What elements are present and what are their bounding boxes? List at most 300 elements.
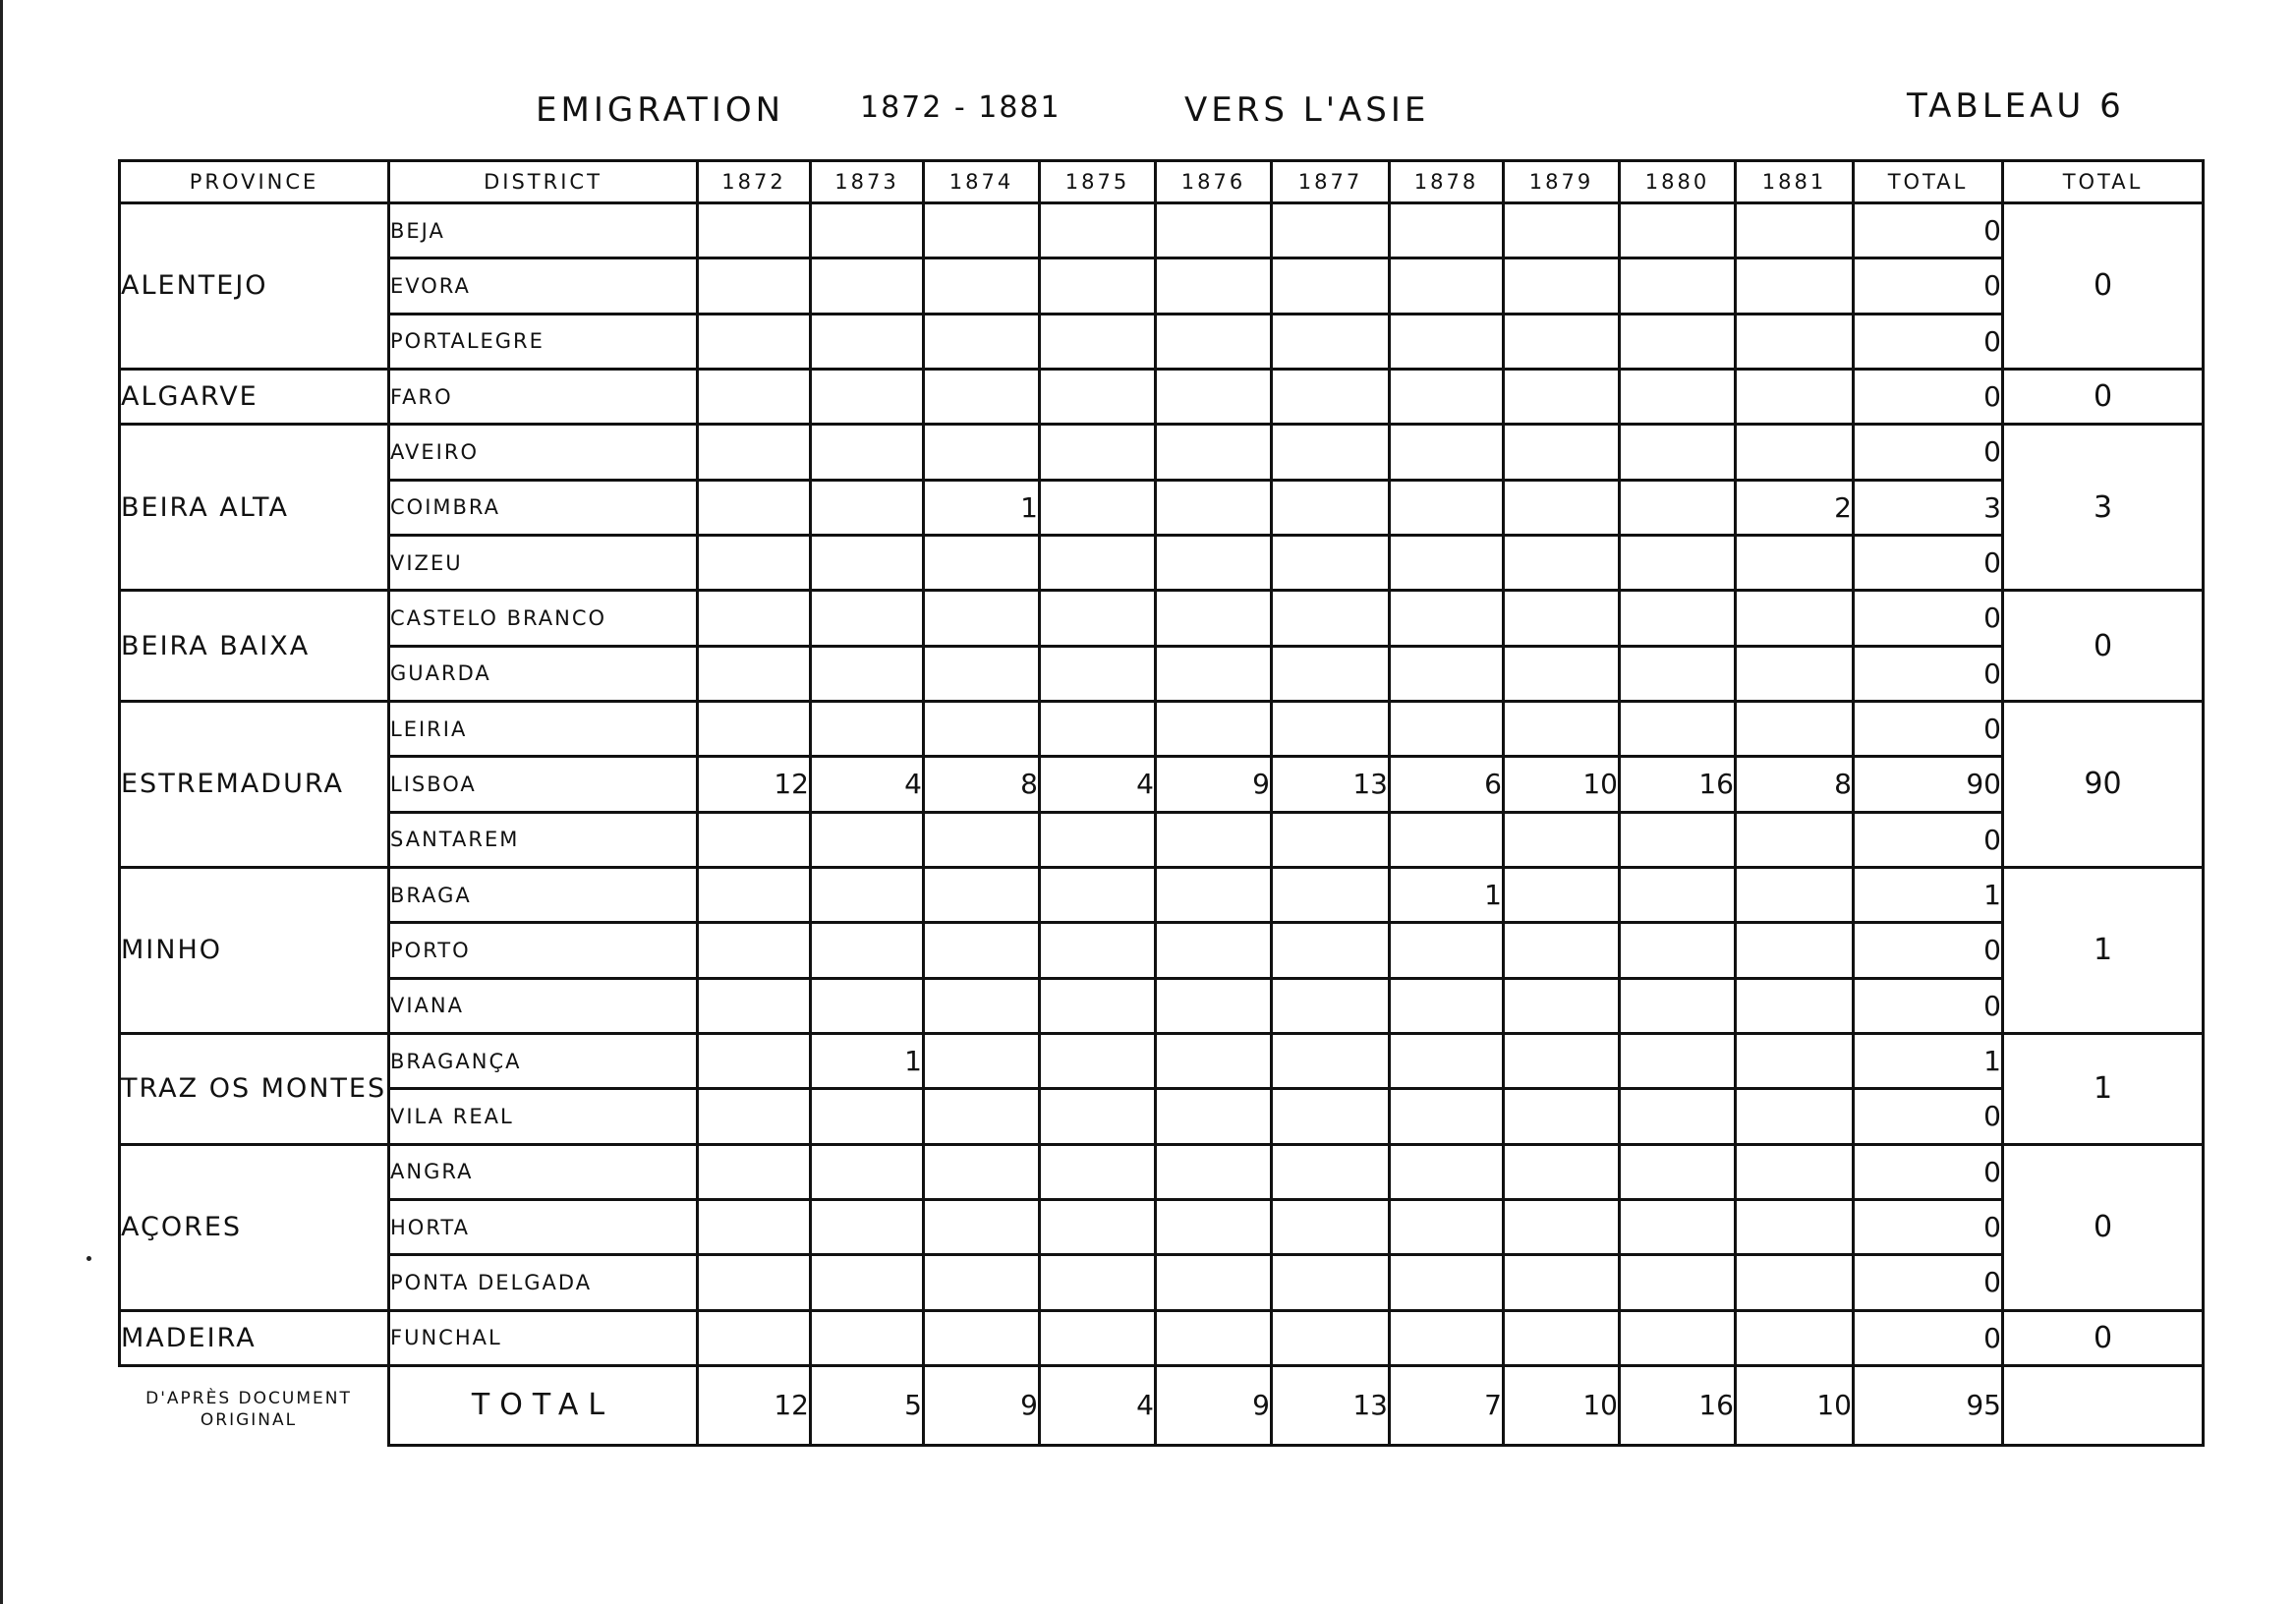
district-total-cell: 0 xyxy=(1854,923,2003,978)
year-value-cell xyxy=(1272,535,1390,590)
year-value-cell xyxy=(924,314,1040,369)
year-value-cell xyxy=(1390,978,1504,1033)
year-value-cell xyxy=(1156,258,1272,314)
year-value-cell: 4 xyxy=(811,757,924,812)
year-value-cell xyxy=(1504,978,1620,1033)
year-value-cell xyxy=(811,867,924,922)
year-value-cell xyxy=(1736,867,1854,922)
year-value-cell xyxy=(698,1310,811,1365)
district-cell: ANGRA xyxy=(389,1144,698,1199)
year-value-cell: 4 xyxy=(1040,757,1156,812)
year-value-cell xyxy=(1620,1144,1736,1199)
year-value-cell xyxy=(1736,923,1854,978)
year-value-cell xyxy=(1272,701,1390,756)
year-value-cell xyxy=(1736,1199,1854,1254)
table-row xyxy=(120,480,2204,535)
year-value-cell xyxy=(924,646,1040,701)
year-value-cell xyxy=(811,480,924,535)
table-row xyxy=(120,1310,2204,1365)
district-total-cell: 0 xyxy=(1854,1144,2003,1199)
year-value-cell xyxy=(811,978,924,1033)
year-value-cell: 1 xyxy=(1390,867,1504,922)
year-value-cell xyxy=(1504,369,1620,424)
year-value-cell xyxy=(1736,314,1854,369)
year-value-cell xyxy=(1156,591,1272,646)
year-value-cell xyxy=(811,701,924,756)
year-value-cell xyxy=(1390,1310,1504,1365)
district-cell: LEIRIA xyxy=(389,701,698,756)
district-cell: FARO xyxy=(389,369,698,424)
table-row xyxy=(120,425,2204,480)
table-row xyxy=(120,535,2204,590)
year-value-cell xyxy=(1390,646,1504,701)
year-value-cell xyxy=(1040,1199,1156,1254)
year-value-cell xyxy=(1504,425,1620,480)
year-value-cell xyxy=(1504,646,1620,701)
year-value-cell: 16 xyxy=(1620,757,1736,812)
year-value-cell xyxy=(1504,535,1620,590)
year-value-cell xyxy=(1620,812,1736,867)
column-header: 1880 xyxy=(1620,161,1736,203)
district-cell: VIANA xyxy=(389,978,698,1033)
table-row xyxy=(120,757,2204,812)
year-value-cell xyxy=(698,535,811,590)
year-value-cell xyxy=(1504,812,1620,867)
year-total-cell: 9 xyxy=(1156,1365,1272,1445)
year-value-cell xyxy=(811,591,924,646)
year-total-cell: 12 xyxy=(698,1365,811,1445)
year-value-cell xyxy=(1504,923,1620,978)
year-total-cell: 16 xyxy=(1620,1365,1736,1445)
year-value-cell xyxy=(811,1255,924,1310)
year-value-cell xyxy=(1736,1310,1854,1365)
district-total-cell: 0 xyxy=(1854,369,2003,424)
year-value-cell xyxy=(1736,203,1854,258)
column-header: 1878 xyxy=(1390,161,1504,203)
year-value-cell: 8 xyxy=(1736,757,1854,812)
year-value-cell xyxy=(1040,1310,1156,1365)
grand-total-cell xyxy=(2003,1365,2204,1445)
year-value-cell xyxy=(1272,646,1390,701)
year-value-cell: 10 xyxy=(1504,757,1620,812)
year-value-cell xyxy=(1040,480,1156,535)
column-header: 1877 xyxy=(1272,161,1390,203)
year-value-cell xyxy=(1272,258,1390,314)
year-value-cell xyxy=(1736,425,1854,480)
year-value-cell xyxy=(1272,923,1390,978)
year-value-cell xyxy=(698,812,811,867)
year-value-cell xyxy=(1736,369,1854,424)
year-value-cell xyxy=(1390,923,1504,978)
year-value-cell xyxy=(811,203,924,258)
year-value-cell xyxy=(1620,425,1736,480)
district-cell: FUNCHAL xyxy=(389,1310,698,1365)
year-value-cell xyxy=(1736,646,1854,701)
year-value-cell xyxy=(1156,1199,1272,1254)
table-row xyxy=(120,978,2204,1033)
year-value-cell xyxy=(1504,258,1620,314)
year-value-cell xyxy=(698,1033,811,1088)
year-value-cell xyxy=(1156,425,1272,480)
year-value-cell xyxy=(1504,867,1620,922)
year-value-cell xyxy=(1040,591,1156,646)
year-value-cell xyxy=(698,258,811,314)
year-value-cell xyxy=(1272,1089,1390,1144)
year-value-cell xyxy=(1156,812,1272,867)
year-value-cell xyxy=(1040,923,1156,978)
year-value-cell xyxy=(698,867,811,922)
year-value-cell xyxy=(1736,1089,1854,1144)
district-total-cell: 0 xyxy=(1854,701,2003,756)
year-value-cell xyxy=(698,369,811,424)
year-value-cell xyxy=(1390,425,1504,480)
year-value-cell xyxy=(1736,535,1854,590)
year-value-cell xyxy=(1156,1310,1272,1365)
year-value-cell xyxy=(698,1089,811,1144)
year-value-cell xyxy=(1736,1144,1854,1199)
year-value-cell xyxy=(1272,425,1390,480)
district-cell: BRAGA xyxy=(389,867,698,922)
province-total-cell: 0 xyxy=(2003,203,2204,370)
column-header: PROVINCE xyxy=(120,161,389,203)
document-title: EMIGRATION xyxy=(536,90,785,130)
year-value-cell xyxy=(1390,369,1504,424)
province-cell: BEIRA ALTA xyxy=(120,425,389,591)
district-cell: CASTELO BRANCO xyxy=(389,591,698,646)
year-value-cell xyxy=(698,203,811,258)
year-value-cell xyxy=(698,1199,811,1254)
column-header: 1876 xyxy=(1156,161,1272,203)
year-value-cell xyxy=(1504,1033,1620,1088)
year-value-cell: 6 xyxy=(1390,757,1504,812)
year-value-cell xyxy=(1390,1199,1504,1254)
overall-total-cell: 95 xyxy=(1854,1365,2003,1445)
district-total-cell: 0 xyxy=(1854,258,2003,314)
district-cell: HORTA xyxy=(389,1199,698,1254)
year-value-cell xyxy=(1504,1310,1620,1365)
year-value-cell xyxy=(1620,258,1736,314)
province-total-cell: 0 xyxy=(2003,1144,2204,1310)
province-cell: ALENTEJO xyxy=(120,203,389,370)
year-value-cell xyxy=(698,314,811,369)
year-value-cell xyxy=(1156,867,1272,922)
year-value-cell xyxy=(1156,978,1272,1033)
year-value-cell xyxy=(1736,591,1854,646)
year-value-cell xyxy=(924,258,1040,314)
year-value-cell xyxy=(1620,1199,1736,1254)
year-value-cell xyxy=(811,1310,924,1365)
year-value-cell xyxy=(698,1255,811,1310)
province-cell: ESTREMADURA xyxy=(120,701,389,867)
table-row xyxy=(120,1033,2204,1088)
year-value-cell xyxy=(1620,646,1736,701)
district-cell: BEJA xyxy=(389,203,698,258)
column-header: 1874 xyxy=(924,161,1040,203)
year-value-cell xyxy=(1504,314,1620,369)
province-cell: TRAZ OS MONTES xyxy=(120,1033,389,1144)
year-value-cell xyxy=(1040,369,1156,424)
year-value-cell xyxy=(1272,369,1390,424)
totals-label: TOTAL xyxy=(389,1365,698,1445)
year-value-cell xyxy=(1504,1089,1620,1144)
year-value-cell xyxy=(924,1144,1040,1199)
district-cell: LISBOA xyxy=(389,757,698,812)
district-cell: EVORA xyxy=(389,258,698,314)
year-value-cell xyxy=(698,701,811,756)
district-total-cell: 0 xyxy=(1854,646,2003,701)
district-total-cell: 0 xyxy=(1854,812,2003,867)
year-value-cell xyxy=(924,535,1040,590)
district-total-cell: 0 xyxy=(1854,203,2003,258)
year-value-cell xyxy=(1156,203,1272,258)
year-value-cell xyxy=(1156,1255,1272,1310)
district-cell: VIZEU xyxy=(389,535,698,590)
district-cell: PORTO xyxy=(389,923,698,978)
year-value-cell xyxy=(1504,480,1620,535)
year-value-cell xyxy=(1040,258,1156,314)
year-value-cell xyxy=(1390,258,1504,314)
year-value-cell xyxy=(1390,1255,1504,1310)
year-value-cell xyxy=(1504,591,1620,646)
year-value-cell xyxy=(924,1310,1040,1365)
year-value-cell xyxy=(1272,480,1390,535)
year-value-cell xyxy=(1040,812,1156,867)
year-value-cell xyxy=(1272,203,1390,258)
column-header: 1879 xyxy=(1504,161,1620,203)
province-total-cell: 1 xyxy=(2003,867,2204,1033)
year-value-cell: 1 xyxy=(811,1033,924,1088)
year-value-cell xyxy=(1504,1144,1620,1199)
year-value-cell xyxy=(924,1033,1040,1088)
year-value-cell xyxy=(1620,867,1736,922)
table-row xyxy=(120,701,2204,756)
year-value-cell xyxy=(1040,701,1156,756)
year-value-cell xyxy=(1040,203,1156,258)
table-row xyxy=(120,1199,2204,1254)
year-value-cell xyxy=(698,646,811,701)
year-value-cell xyxy=(698,978,811,1033)
province-total-cell: 1 xyxy=(2003,1033,2204,1144)
year-value-cell xyxy=(1040,535,1156,590)
district-total-cell: 1 xyxy=(1854,1033,2003,1088)
year-value-cell xyxy=(811,314,924,369)
year-value-cell xyxy=(1390,1033,1504,1088)
year-value-cell xyxy=(1272,812,1390,867)
year-value-cell xyxy=(1272,1033,1390,1088)
stray-dot xyxy=(86,1256,91,1261)
year-value-cell xyxy=(1272,1255,1390,1310)
year-value-cell xyxy=(1390,701,1504,756)
year-total-cell: 5 xyxy=(811,1365,924,1445)
year-value-cell xyxy=(811,258,924,314)
year-value-cell xyxy=(698,1144,811,1199)
period-label: 1872 - 1881 xyxy=(860,90,1062,125)
column-header: 1875 xyxy=(1040,161,1156,203)
district-total-cell: 0 xyxy=(1854,535,2003,590)
year-value-cell xyxy=(1390,480,1504,535)
year-value-cell xyxy=(698,591,811,646)
year-value-cell xyxy=(1620,535,1736,590)
year-value-cell xyxy=(1272,867,1390,922)
district-cell: VILA REAL xyxy=(389,1089,698,1144)
year-value-cell xyxy=(698,923,811,978)
table-row xyxy=(120,923,2204,978)
year-value-cell xyxy=(1040,978,1156,1033)
column-header: TOTAL xyxy=(2003,161,2204,203)
district-cell: GUARDA xyxy=(389,646,698,701)
district-total-cell: 0 xyxy=(1854,1089,2003,1144)
year-value-cell xyxy=(1620,591,1736,646)
destination-label: VERS L'ASIE xyxy=(1184,90,1430,130)
year-value-cell xyxy=(1156,1033,1272,1088)
year-value-cell xyxy=(1504,1255,1620,1310)
year-value-cell xyxy=(1156,646,1272,701)
province-cell: BEIRA BAIXA xyxy=(120,591,389,702)
year-value-cell xyxy=(1156,480,1272,535)
year-value-cell: 8 xyxy=(924,757,1040,812)
year-value-cell xyxy=(811,1144,924,1199)
table-row xyxy=(120,867,2204,922)
district-total-cell: 0 xyxy=(1854,1310,2003,1365)
district-total-cell: 0 xyxy=(1854,1255,2003,1310)
year-value-cell xyxy=(1390,1144,1504,1199)
tableau-label: TABLEAU 6 xyxy=(1907,86,2125,126)
table-row xyxy=(120,1144,2204,1199)
year-value-cell xyxy=(811,646,924,701)
year-value-cell xyxy=(924,923,1040,978)
year-value-cell xyxy=(1620,314,1736,369)
column-header: DISTRICT xyxy=(389,161,698,203)
footnote-line: ORIGINAL xyxy=(200,1410,298,1430)
year-value-cell xyxy=(698,425,811,480)
province-total-cell: 0 xyxy=(2003,591,2204,702)
year-total-cell: 9 xyxy=(924,1365,1040,1445)
province-cell: MINHO xyxy=(120,867,389,1033)
year-value-cell xyxy=(1040,1255,1156,1310)
year-value-cell xyxy=(1620,1310,1736,1365)
year-value-cell xyxy=(1040,867,1156,922)
year-value-cell xyxy=(1736,701,1854,756)
year-value-cell xyxy=(1620,1033,1736,1088)
district-cell: PORTALEGRE xyxy=(389,314,698,369)
totals-row xyxy=(120,1365,2204,1445)
year-value-cell xyxy=(924,701,1040,756)
year-value-cell xyxy=(1390,1089,1504,1144)
district-cell: SANTAREM xyxy=(389,812,698,867)
year-value-cell xyxy=(1156,701,1272,756)
year-value-cell xyxy=(1390,314,1504,369)
year-value-cell xyxy=(1620,978,1736,1033)
year-value-cell xyxy=(1620,1089,1736,1144)
year-value-cell xyxy=(1272,1310,1390,1365)
emigration-table xyxy=(118,159,2205,1447)
year-value-cell xyxy=(698,480,811,535)
year-total-cell: 7 xyxy=(1390,1365,1504,1445)
table-row xyxy=(120,591,2204,646)
year-value-cell xyxy=(1272,591,1390,646)
district-cell: AVEIRO xyxy=(389,425,698,480)
district-cell: BRAGANÇA xyxy=(389,1033,698,1088)
year-value-cell xyxy=(1040,425,1156,480)
year-value-cell xyxy=(811,369,924,424)
year-value-cell xyxy=(924,203,1040,258)
table-row xyxy=(120,203,2204,258)
year-total-cell: 10 xyxy=(1504,1365,1620,1445)
year-value-cell: 1 xyxy=(924,480,1040,535)
year-value-cell xyxy=(1504,203,1620,258)
year-value-cell xyxy=(1390,535,1504,590)
year-value-cell xyxy=(1272,978,1390,1033)
year-value-cell xyxy=(924,591,1040,646)
year-value-cell xyxy=(1272,1144,1390,1199)
year-value-cell xyxy=(924,867,1040,922)
footnote-line: D'APRÈS DOCUMENT xyxy=(145,1389,352,1408)
district-total-cell: 3 xyxy=(1854,480,2003,535)
year-value-cell xyxy=(924,369,1040,424)
table-row xyxy=(120,258,2204,314)
year-value-cell xyxy=(1504,1199,1620,1254)
year-value-cell xyxy=(1156,1089,1272,1144)
year-value-cell xyxy=(924,812,1040,867)
district-total-cell: 0 xyxy=(1854,1199,2003,1254)
province-total-cell: 90 xyxy=(2003,701,2204,867)
year-value-cell xyxy=(811,425,924,480)
year-value-cell xyxy=(1390,812,1504,867)
year-value-cell xyxy=(1620,480,1736,535)
year-value-cell xyxy=(1736,1033,1854,1088)
year-total-cell: 4 xyxy=(1040,1365,1156,1445)
year-value-cell xyxy=(811,535,924,590)
province-cell: MADEIRA xyxy=(120,1310,389,1365)
year-total-cell: 13 xyxy=(1272,1365,1390,1445)
year-total-cell: 10 xyxy=(1736,1365,1854,1445)
year-value-cell xyxy=(1620,203,1736,258)
district-total-cell: 0 xyxy=(1854,314,2003,369)
province-total-cell: 3 xyxy=(2003,425,2204,591)
year-value-cell xyxy=(1736,978,1854,1033)
column-header: TOTAL xyxy=(1854,161,2003,203)
header-row xyxy=(120,161,2204,203)
year-value-cell xyxy=(1156,1144,1272,1199)
year-value-cell xyxy=(1736,812,1854,867)
year-value-cell: 9 xyxy=(1156,757,1272,812)
year-value-cell xyxy=(1156,535,1272,590)
district-total-cell: 1 xyxy=(1854,867,2003,922)
year-value-cell xyxy=(1040,1144,1156,1199)
year-value-cell xyxy=(811,1089,924,1144)
year-value-cell xyxy=(1390,203,1504,258)
year-value-cell xyxy=(1736,258,1854,314)
footnote xyxy=(116,1388,381,1431)
district-cell: COIMBRA xyxy=(389,480,698,535)
year-value-cell xyxy=(811,923,924,978)
column-header: 1873 xyxy=(811,161,924,203)
year-value-cell xyxy=(1156,314,1272,369)
column-header: 1872 xyxy=(698,161,811,203)
year-value-cell xyxy=(1390,591,1504,646)
table-row xyxy=(120,369,2204,424)
province-total-cell: 0 xyxy=(2003,1310,2204,1365)
year-value-cell: 12 xyxy=(698,757,811,812)
year-value-cell xyxy=(1504,701,1620,756)
year-value-cell xyxy=(924,1199,1040,1254)
year-value-cell xyxy=(1156,369,1272,424)
year-value-cell xyxy=(1620,1255,1736,1310)
year-value-cell xyxy=(1620,923,1736,978)
column-header: 1881 xyxy=(1736,161,1854,203)
year-value-cell xyxy=(811,1199,924,1254)
year-value-cell xyxy=(924,978,1040,1033)
